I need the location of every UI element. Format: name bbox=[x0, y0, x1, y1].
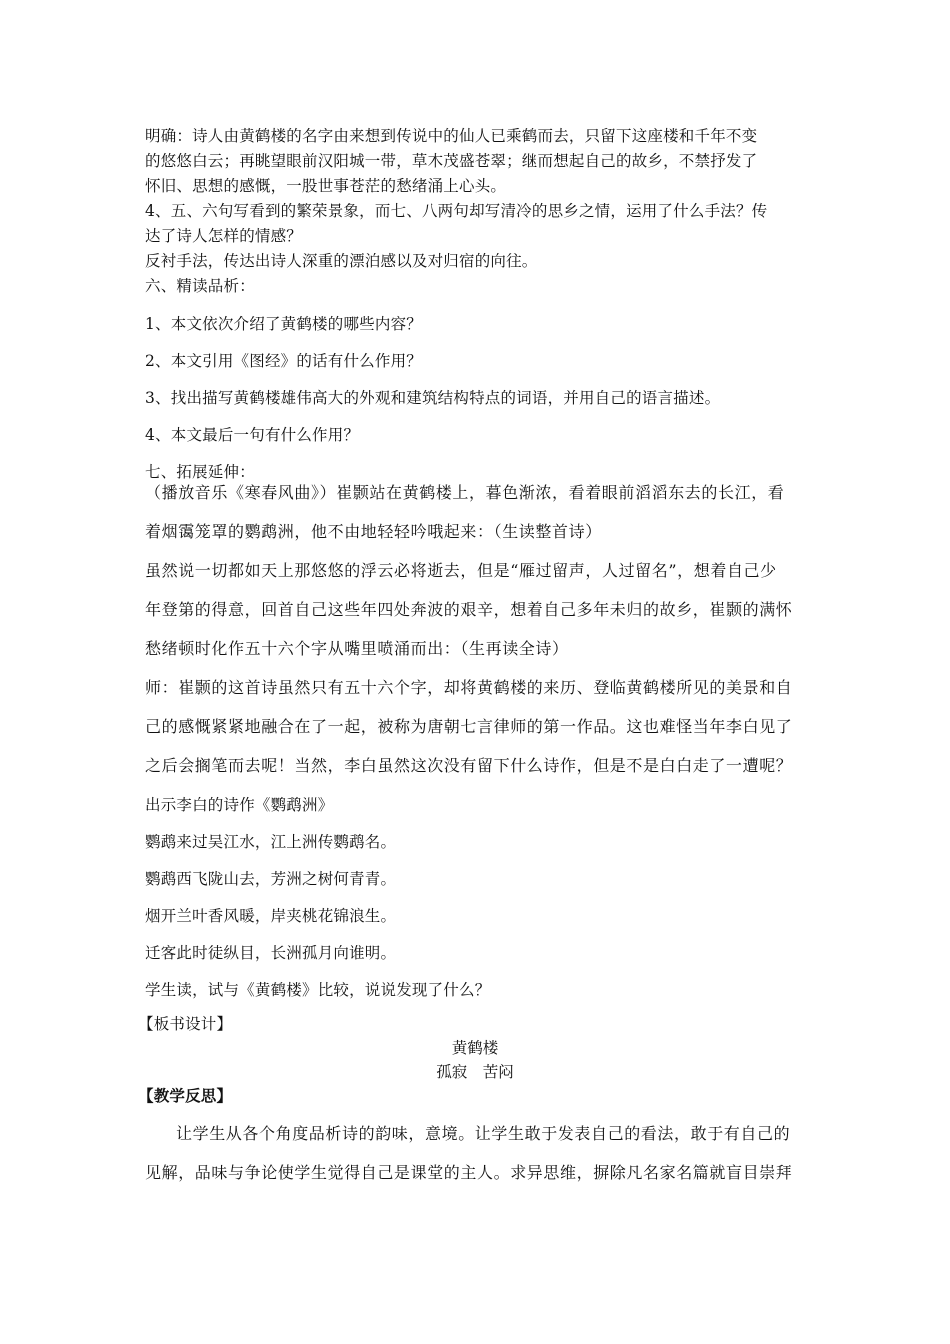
reading-question-4: 4、本文最后一句有什么作用？ bbox=[145, 426, 360, 444]
teacher-paragraph-line-3: 之后会搁笔而去呢！当然，李白虽然这次没有留下什么诗作，但是不是白白走了一遭呢？ bbox=[145, 756, 793, 775]
reflection-line-2: 见解，品味与争论使学生觉得自己是课堂的主人。求异思维，摒除凡名家名篇就盲目崇拜 bbox=[145, 1163, 793, 1182]
teacher-paragraph-line-1: 师：崔颢的这首诗虽然只有五十六个字，却将黄鹤楼的来历、登临黄鹤楼所见的美景和自 bbox=[145, 678, 793, 697]
extension-paragraph-1-line-1: （播放音乐《寒春风曲》）崔颢站在黄鹤楼上，暮色渐浓，看着眼前滔滔东去的长江，看 bbox=[145, 483, 785, 502]
section-heading-7: 七、拓展延伸： bbox=[145, 463, 255, 481]
reading-question-3: 3、找出描写黄鹤楼雄伟高大的外观和建筑结构特点的词语，并用自己的语言描述。 bbox=[145, 389, 721, 407]
question-4-line-1: 4、五、六句写看到的繁荣景象，而七、八两句却写清冷的思乡之情，运用了什么手法？传 bbox=[145, 202, 768, 220]
section-heading-6: 六、精读品析： bbox=[145, 277, 255, 295]
poem-line-3: 烟开兰叶香风暖，岸夹桃花锦浪生。 bbox=[145, 907, 397, 925]
question-4-line-2: 达了诗人怎样的情感？ bbox=[145, 227, 303, 245]
board-title: 黄鹤楼 bbox=[451, 1039, 499, 1057]
answer-line-2: 的悠悠白云；再眺望眼前汉阳城一带，草木茂盛苍翠；继而想起自己的故乡，不禁抒发了 bbox=[145, 152, 758, 170]
extension-paragraph-2-line-3: 愁绪顿时化作五十六个字从嘴里喷涌而出：（生再读全诗） bbox=[145, 639, 569, 658]
poem-line-4: 迁客此时徒纵目，长洲孤月向谁明。 bbox=[145, 944, 397, 962]
extension-paragraph-1-line-2: 着烟霭笼罩的鹦鹉洲，他不由地轻轻吟哦起来：（生读整首诗） bbox=[145, 522, 602, 541]
reading-question-1: 1、本文依次介绍了黄鹤楼的哪些内容？ bbox=[145, 315, 422, 333]
teacher-paragraph-line-2: 己的感慨紧紧地融合在了一起，被称为唐朝七言律师的第一作品。这也难怪当年李白见了 bbox=[145, 717, 793, 736]
extension-paragraph-2-line-2: 年登第的得意，回首自己这些年四处奔波的艰辛，想着自己多年未归的故乡，崔颢的满怀 bbox=[145, 600, 793, 619]
comparison-prompt: 学生读，试与《黄鹤楼》比较，说说发现了什么？ bbox=[145, 981, 491, 999]
reflection-line-1: 让学生从各个角度品析诗的韵味，意境。让学生敢于发表自己的看法，敢于有自己的 bbox=[176, 1124, 791, 1143]
poem-line-1: 鹦鹉来过吴江水，江上洲传鹦鹉名。 bbox=[145, 833, 397, 851]
poem-intro: 出示李白的诗作《鹦鹉洲》 bbox=[145, 796, 334, 814]
answer-line-1: 明确：诗人由黄鹤楼的名字由来想到传说中的仙人已乘鹤而去，只留下这座楼和千年不变 bbox=[145, 127, 758, 145]
board-design-heading: 【板书设计】 bbox=[138, 1015, 233, 1033]
board-keywords: 孤寂 苦闷 bbox=[436, 1063, 514, 1081]
extension-paragraph-2-line-1: 虽然说一切都如天上那悠悠的浮云必将逝去，但是“雁过留声，人过留名”，想着自己少 bbox=[145, 561, 777, 580]
reading-question-2: 2、本文引用《图经》的话有什么作用？ bbox=[145, 352, 422, 370]
poem-line-2: 鹦鹉西飞陇山去，芳洲之树何青青。 bbox=[145, 870, 397, 888]
teaching-reflection-heading: 【教学反思】 bbox=[138, 1086, 233, 1105]
question-4-answer: 反衬手法，传达出诗人深重的漂泊感以及对归宿的向往。 bbox=[145, 252, 538, 270]
answer-line-3: 怀旧、思想的感慨，一股世事苍茫的愁绪涌上心头。 bbox=[145, 177, 507, 195]
